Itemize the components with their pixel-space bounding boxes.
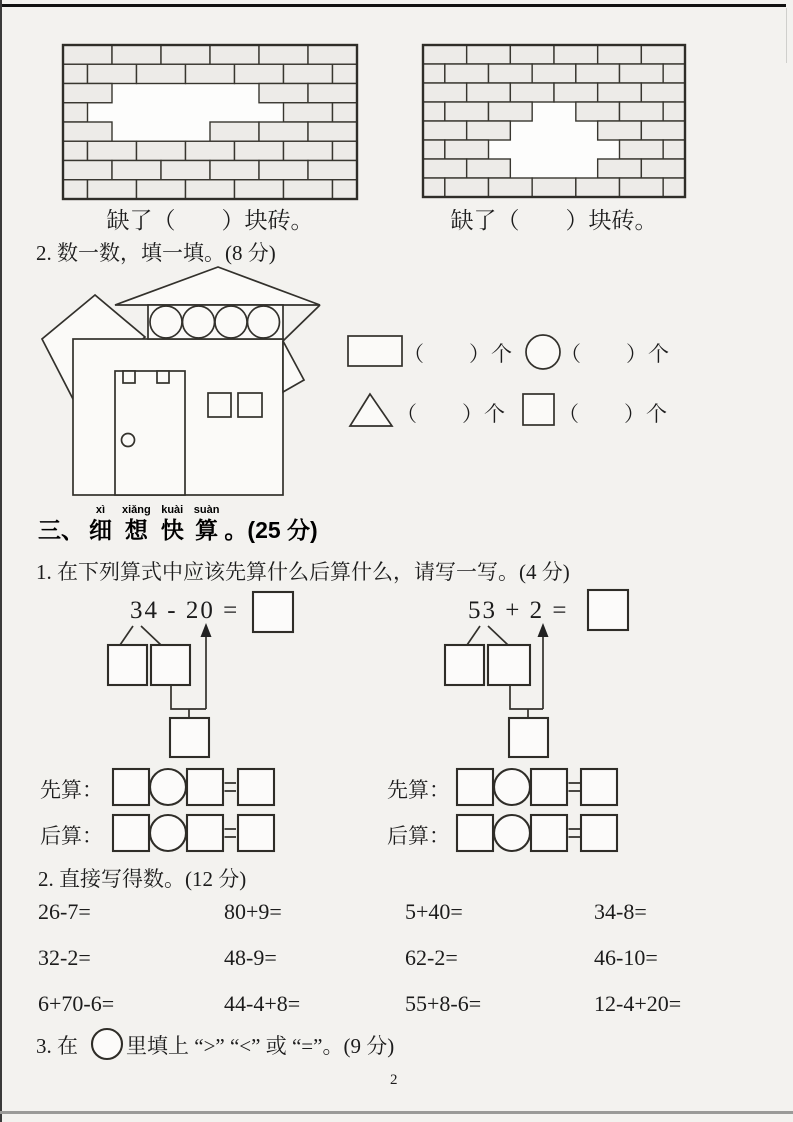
answer-box[interactable]: [238, 815, 274, 851]
brick: [445, 64, 489, 83]
q2-calc-title: 2. 直接写得数。(12 分): [38, 867, 247, 891]
second-calc-label-right: 后算：: [387, 824, 450, 848]
brick: [554, 45, 598, 64]
connector-lines-left: [171, 685, 206, 718]
brick: [467, 121, 511, 140]
brick: [235, 141, 284, 160]
brick: [576, 178, 620, 197]
brick: [259, 45, 308, 64]
brick: [489, 178, 533, 197]
brick: [641, 121, 685, 140]
decomp-box[interactable]: [108, 645, 147, 685]
equals-sign: [569, 829, 581, 837]
brick: [445, 140, 489, 159]
circle-shape: [526, 335, 560, 369]
brick: [620, 140, 664, 159]
frieze-circle-3: [215, 306, 247, 338]
brick: [161, 161, 210, 180]
heading-word: [194, 505, 220, 542]
brick: [63, 122, 112, 141]
pinyin: suàn: [193, 504, 220, 516]
operator-circle[interactable]: [494, 769, 530, 805]
brick: [284, 64, 333, 83]
brick: [210, 45, 259, 64]
brick: [186, 64, 235, 83]
brick: [663, 140, 685, 159]
triangle-shape: [350, 394, 392, 426]
brick: [333, 180, 358, 199]
decomp-box[interactable]: [151, 645, 190, 685]
brick: [235, 180, 284, 199]
brick: [510, 83, 554, 102]
decomp-box[interactable]: [170, 718, 209, 757]
brick: [576, 64, 620, 83]
problem[interactable]: 34-8=: [594, 899, 647, 924]
page-number: 2: [390, 1072, 398, 1088]
brick: [259, 122, 308, 141]
house-window-1: [208, 393, 231, 417]
problem[interactable]: 12-4+20=: [594, 991, 682, 1016]
section-heading-suffix: 。(25 分): [224, 517, 318, 543]
q2-title: 2. 数一数，填一填。(8 分): [36, 241, 276, 265]
equals-sign: [225, 783, 237, 791]
brick: [554, 83, 598, 102]
arrowhead-right: [538, 623, 549, 637]
count-blank-circle[interactable]: （ ）个: [560, 342, 670, 366]
brick: [423, 45, 467, 64]
connector-lines-right: [510, 685, 543, 718]
brick: [210, 161, 259, 180]
door-square-2: [157, 371, 169, 383]
decomp-box[interactable]: [445, 645, 484, 685]
pinyin: xì: [95, 504, 106, 516]
brick: [445, 178, 489, 197]
answer-box[interactable]: [531, 769, 567, 805]
answer-box[interactable]: [187, 769, 223, 805]
count-blank-square[interactable]: （ ）个: [558, 402, 668, 426]
arrowhead-left: [201, 623, 212, 637]
problem[interactable]: 62-2=: [405, 945, 458, 970]
count-blank-rectangle[interactable]: （ ）个: [403, 342, 513, 366]
wall-caption-right[interactable]: 缺了（ ）块砖。: [450, 208, 658, 233]
brick: [663, 64, 685, 83]
q3-prompt-before: 3. 在: [36, 1034, 78, 1058]
heading-word: [89, 505, 112, 542]
door-knob: [122, 434, 135, 447]
house-right-protrusion: [283, 341, 304, 392]
brick: [445, 102, 489, 121]
brick: [63, 103, 88, 122]
expression-left: 34 - 20 =: [130, 597, 240, 624]
brick: [259, 84, 308, 103]
equals-sign: [569, 783, 581, 791]
brick: [88, 141, 137, 160]
answer-box[interactable]: [457, 815, 493, 851]
equals-sign: [225, 829, 237, 837]
brick: [423, 178, 445, 197]
brick: [137, 180, 186, 199]
brick: [620, 178, 664, 197]
brick: [210, 122, 259, 141]
brick: [186, 180, 235, 199]
brick: [308, 84, 357, 103]
problem[interactable]: 32-2=: [38, 945, 91, 970]
operator-circle[interactable]: [150, 769, 186, 805]
brick: [333, 141, 358, 160]
section-heading-prefix: 三、: [38, 517, 84, 543]
answer-box[interactable]: [113, 815, 149, 851]
brick: [186, 141, 235, 160]
brick-wall-right: [423, 45, 685, 197]
brick: [489, 102, 533, 121]
brick: [663, 102, 685, 121]
brick: [308, 122, 357, 141]
answer-box[interactable]: [581, 769, 617, 805]
brick: [308, 161, 357, 180]
house-figure: [42, 267, 320, 495]
brick: [63, 161, 112, 180]
brick: [641, 45, 685, 64]
frieze-circle-2: [183, 306, 215, 338]
problem[interactable]: 6+70-6=: [38, 991, 115, 1016]
brick: [63, 141, 88, 160]
brick: [598, 159, 642, 178]
frieze-circle-1: [150, 306, 182, 338]
second-calc-label-left: 后算：: [40, 824, 103, 848]
square-shape: [523, 394, 554, 425]
brick: [259, 161, 308, 180]
answer-box[interactable]: [581, 815, 617, 851]
expression-right: 53 + 2 =: [468, 597, 569, 624]
brick: [284, 103, 333, 122]
heading-char: 快: [160, 517, 184, 543]
count-blank-triangle[interactable]: （ ）个: [396, 402, 506, 426]
problem[interactable]: 26-7=: [38, 899, 91, 924]
brick: [63, 45, 112, 64]
house-right-eave-line: [283, 305, 320, 341]
brick: [598, 121, 642, 140]
brick: [235, 64, 284, 83]
brick: [641, 83, 685, 102]
answer-box[interactable]: [457, 769, 493, 805]
brick: [576, 102, 620, 121]
brick: [598, 45, 642, 64]
problem[interactable]: 5+40=: [405, 899, 463, 924]
brick: [467, 45, 511, 64]
brick: [284, 141, 333, 160]
brick: [532, 178, 576, 197]
brick: [423, 83, 467, 102]
brick: [423, 64, 445, 83]
fork-lines-left: [120, 626, 161, 645]
answer-box[interactable]: [187, 815, 223, 851]
brick: [467, 159, 511, 178]
problem[interactable]: 80+9=: [224, 899, 282, 924]
heading-char: 细: [89, 517, 112, 543]
brick: [489, 64, 533, 83]
brick: [63, 84, 112, 103]
brick: [137, 141, 186, 160]
brick: [161, 45, 210, 64]
operator-circle[interactable]: [494, 815, 530, 851]
brick: [112, 45, 161, 64]
answer-box[interactable]: [238, 769, 274, 805]
house-door: [115, 371, 185, 495]
brick: [423, 121, 467, 140]
first-calc-label-right: 先算：: [387, 778, 450, 802]
rectangle-shape: [348, 336, 402, 366]
door-square-1: [123, 371, 135, 383]
brick: [467, 83, 511, 102]
wall-caption-left[interactable]: 缺了（ ）块砖。: [106, 208, 314, 233]
brick: [620, 64, 664, 83]
brick: [641, 159, 685, 178]
heading-char: 想: [124, 517, 148, 543]
brick: [333, 64, 358, 83]
pinyin: kuài: [161, 504, 184, 516]
brick: [663, 178, 685, 197]
brick: [423, 159, 467, 178]
problem[interactable]: 46-10=: [594, 945, 658, 970]
problem[interactable]: 44-4+8=: [224, 991, 301, 1016]
brick: [63, 64, 88, 83]
brick: [63, 180, 88, 199]
compare-circle[interactable]: [92, 1029, 122, 1059]
answer-rows-left: [113, 769, 274, 851]
heading-word: [161, 505, 184, 542]
heading-char: 算: [195, 517, 219, 543]
result-box-right[interactable]: [588, 590, 628, 630]
brick: [510, 45, 554, 64]
brick: [284, 180, 333, 199]
brick-wall-left: [63, 45, 357, 199]
brick: [333, 103, 358, 122]
problem[interactable]: 48-9=: [224, 945, 277, 970]
pinyin: xiǎng: [122, 504, 151, 516]
problem[interactable]: 55+8-6=: [405, 991, 482, 1016]
brick: [532, 64, 576, 83]
section-heading: [38, 505, 318, 542]
answer-box[interactable]: [113, 769, 149, 805]
brick: [620, 102, 664, 121]
answer-rows-right: [457, 769, 617, 851]
brick: [598, 83, 642, 102]
brick: [88, 64, 137, 83]
brick: [308, 45, 357, 64]
brick: [88, 180, 137, 199]
brick: [137, 64, 186, 83]
decomp-box[interactable]: [509, 718, 548, 757]
house-roof-triangle: [115, 267, 320, 305]
brick: [112, 161, 161, 180]
decomp-box[interactable]: [488, 645, 530, 685]
first-calc-label-left: 先算：: [40, 778, 103, 802]
frieze-circle-4: [248, 306, 280, 338]
house-window-2: [238, 393, 262, 417]
brick: [423, 140, 445, 159]
fork-lines-right: [467, 626, 508, 645]
operator-circle[interactable]: [150, 815, 186, 851]
result-box-left[interactable]: [253, 592, 293, 632]
heading-word: [122, 505, 151, 542]
answer-box[interactable]: [531, 815, 567, 851]
q1-prompt: 1. 在下列算式中应该先算什么后算什么，请写一写。(4 分): [36, 560, 570, 584]
brick: [423, 102, 445, 121]
q3-prompt-after: 里填上 “>” “<” 或 “=”。(9 分): [126, 1034, 395, 1058]
